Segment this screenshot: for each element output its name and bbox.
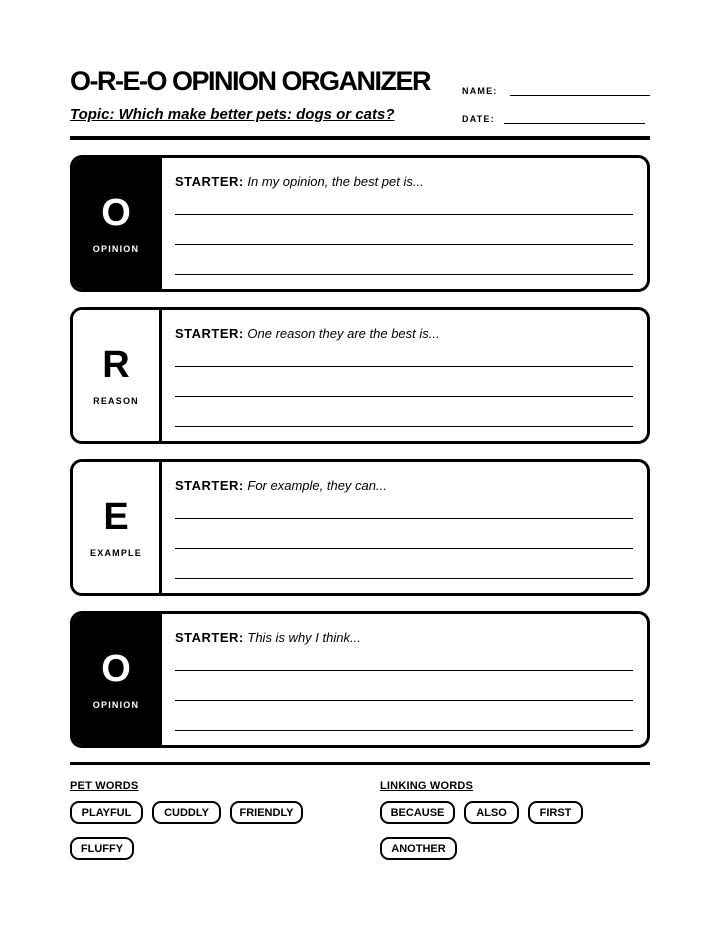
starter-text: In my opinion, the best pet is... <box>247 174 424 189</box>
name-field[interactable] <box>510 95 650 96</box>
starter-prompt <box>175 478 387 493</box>
writing-line[interactable] <box>175 518 633 519</box>
section-letter: R <box>102 343 130 386</box>
section-letter: E <box>103 495 129 538</box>
opinion-side-panel <box>73 158 162 289</box>
writing-line[interactable] <box>175 396 633 397</box>
starter-text: This is why I think... <box>247 630 361 645</box>
word-chip: ALSO <box>464 801 519 824</box>
writing-line[interactable] <box>175 426 633 427</box>
writing-line[interactable] <box>175 730 633 731</box>
word-chip: PLAYFUL <box>70 801 143 824</box>
topic-line: Topic: Which make better pets: dogs or cats? <box>70 106 395 123</box>
section-word: OPINION <box>92 699 140 710</box>
conclusion-side-panel <box>73 614 162 745</box>
starter-label: STARTER: <box>175 630 244 645</box>
reason-side-panel <box>73 310 162 441</box>
date-label: DATE: <box>462 114 495 124</box>
starter-prompt <box>175 630 361 645</box>
starter-prompt <box>175 174 424 189</box>
writing-line[interactable] <box>175 548 633 549</box>
opinion-box <box>70 155 650 292</box>
writing-line[interactable] <box>175 214 633 215</box>
starter-text: For example, they can... <box>247 478 387 493</box>
starter-label: STARTER: <box>175 326 244 341</box>
conclusion-box <box>70 611 650 748</box>
starter-prompt <box>175 326 440 341</box>
worksheet-title: O-R-E-O OPINION ORGANIZER <box>70 66 430 96</box>
word-chip: ANOTHER <box>380 837 457 860</box>
writing-line[interactable] <box>175 244 633 245</box>
name-label: NAME: <box>462 86 498 96</box>
starter-text: One reason they are the best is... <box>247 326 440 341</box>
writing-line[interactable] <box>175 670 633 671</box>
header-divider <box>70 136 650 140</box>
pet-words-title: PET WORDS <box>70 780 139 792</box>
date-field[interactable] <box>504 123 645 124</box>
starter-label: STARTER: <box>175 174 244 189</box>
starter-label: STARTER: <box>175 478 244 493</box>
example-box <box>70 459 650 596</box>
writing-line[interactable] <box>175 274 633 275</box>
linking-words-title: LINKING WORDS <box>380 780 474 792</box>
writing-line[interactable] <box>175 700 633 701</box>
word-chip: FIRST <box>528 801 583 824</box>
word-chip: BECAUSE <box>380 801 455 824</box>
section-letter: O <box>101 647 131 690</box>
section-word: OPINION <box>92 243 140 254</box>
section-word: EXAMPLE <box>90 547 142 558</box>
reason-box <box>70 307 650 444</box>
section-letter: O <box>101 191 131 234</box>
word-chip: CUDDLY <box>152 801 221 824</box>
example-side-panel <box>73 462 162 593</box>
writing-line[interactable] <box>175 366 633 367</box>
writing-line[interactable] <box>175 578 633 579</box>
word-chip: FRIENDLY <box>230 801 303 824</box>
word-chip: FLUFFY <box>70 837 134 860</box>
section-word: REASON <box>93 395 139 406</box>
footer-divider <box>70 762 650 765</box>
